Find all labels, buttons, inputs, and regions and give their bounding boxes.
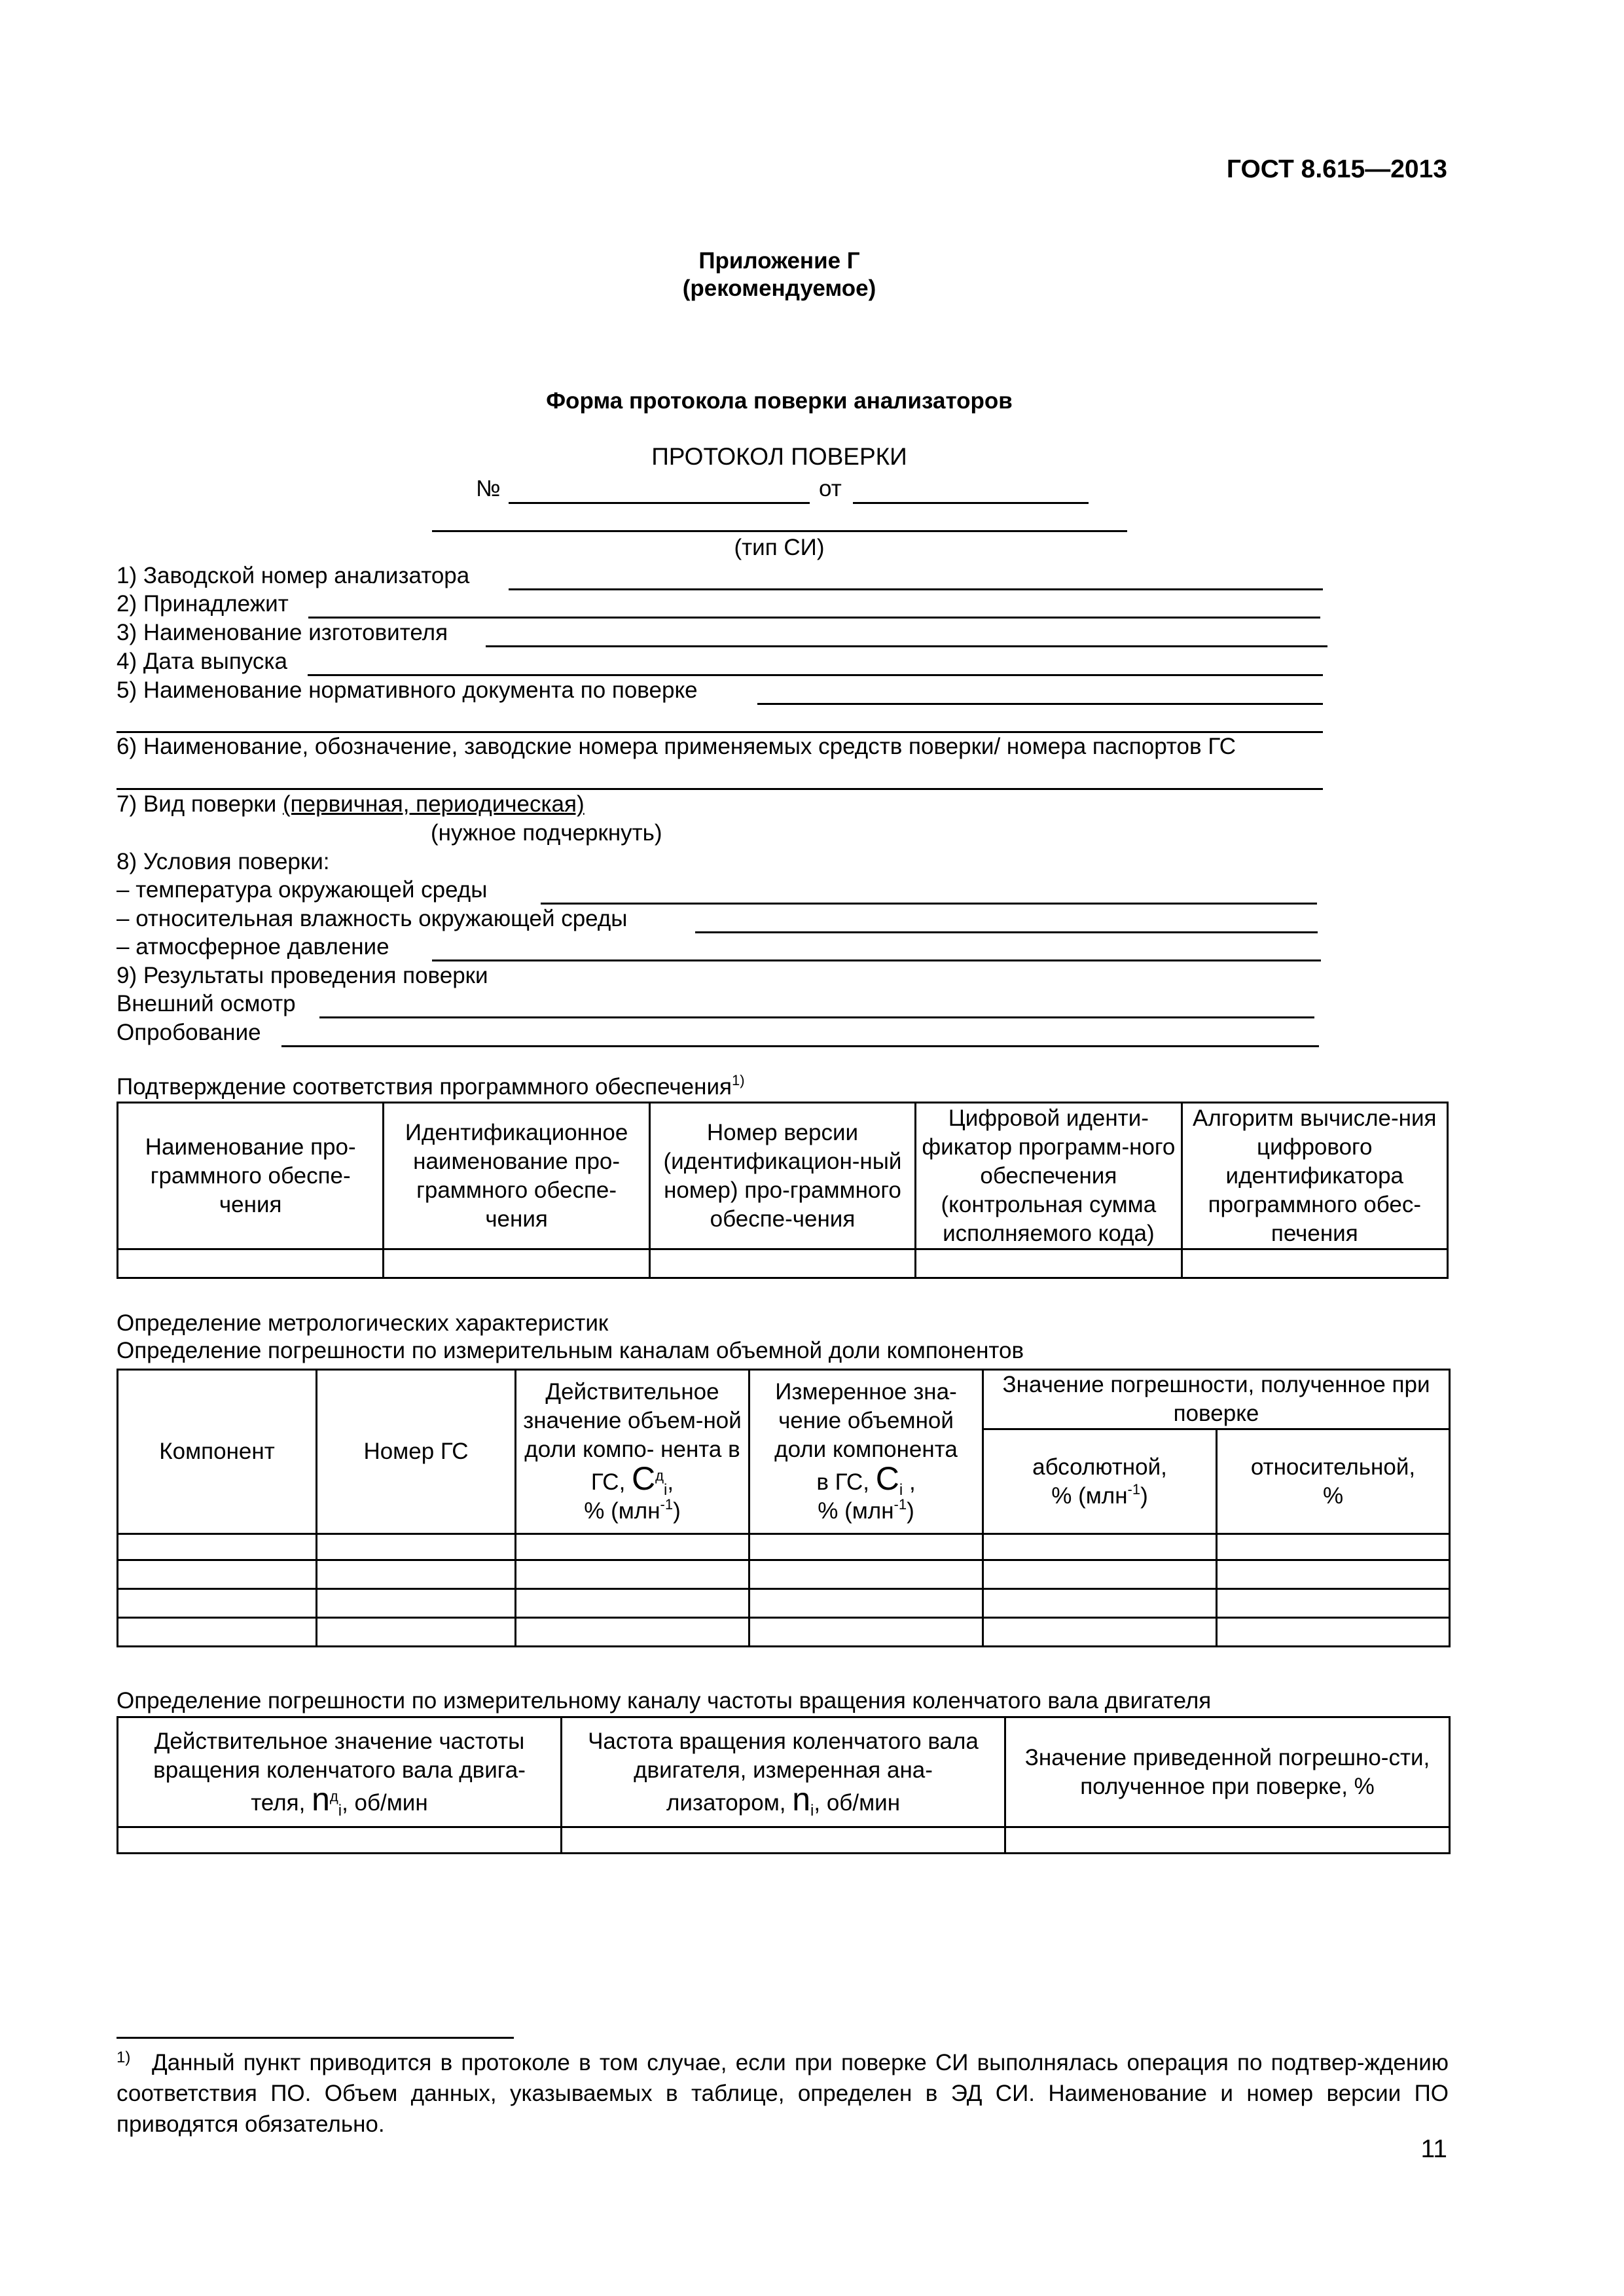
si-type-line <box>432 530 1127 532</box>
metro-rel-label: относительной, <box>1250 1454 1416 1480</box>
metro-measured-symbol: C <box>875 1460 899 1497</box>
table-cell[interactable] <box>749 1589 983 1618</box>
field-conditions-label: 8) Условия поверки: <box>117 849 330 874</box>
software-table <box>117 1102 1449 1279</box>
shaft-actual-sub: i <box>338 1801 342 1820</box>
table-cell[interactable] <box>1005 1827 1450 1854</box>
table-cell[interactable] <box>118 1249 384 1278</box>
software-table-caption-text: Подтверждение соответствия программного обеспечения <box>117 1074 732 1100</box>
protocol-from-word: от <box>819 476 842 501</box>
table-cell[interactable] <box>1217 1589 1450 1618</box>
table-cell[interactable] <box>983 1560 1217 1589</box>
field-manufacturer-label: 3) Наименование изготовителя <box>117 620 448 645</box>
field-release-date-line[interactable] <box>308 674 1323 676</box>
table-row <box>118 1249 1448 1278</box>
metro-header-actual: Действительное значение объем-ной доли компо- нента в ГС, $C^д_i$, % (млн$^{-1}$) <box>516 1370 749 1534</box>
table-cell[interactable] <box>384 1249 649 1278</box>
footnote-text: Данный пункт приводится в протоколе в том случае, если при поверке СИ выполнялась операция по подтвер-ждению соответствия ПО. Объем данных, указываемых в таблице, определен в ЭД СИ. Наименование и номер версии ПО приводятся обязательно. <box>117 2050 1449 2137</box>
table-row <box>118 1618 1450 1647</box>
table-cell[interactable] <box>1217 1560 1450 1589</box>
software-table-caption <box>117 1073 745 1101</box>
table-cell[interactable] <box>118 1589 317 1618</box>
table-cell[interactable] <box>118 1560 317 1589</box>
appendix-kind: (рекомендуемое) <box>682 276 876 301</box>
protocol-number-sign: № <box>476 476 501 501</box>
metro-header-measured-text: Измеренное зна-чение объемной доли компонента <box>774 1379 958 1462</box>
field-temperature-label: – температура окружающей среды <box>117 877 488 903</box>
metro-measured-exp: -1 <box>893 1496 907 1513</box>
metro-header-actual-text-b: нента в ГС, <box>590 1437 740 1495</box>
metro-header-actual-text: Действительное значение объем-ной доли компо- <box>523 1379 742 1462</box>
field-owner-label: 2) Принадлежит <box>117 591 289 617</box>
table-cell[interactable] <box>317 1618 516 1647</box>
table-cell[interactable] <box>118 1618 317 1647</box>
field-serial-number-line[interactable] <box>509 588 1323 590</box>
footnote-separator <box>117 2037 514 2039</box>
field-release-date-label: 4) Дата выпуска <box>117 649 287 674</box>
metro-header-measured: Измеренное зна-чение объемной доли компонента в ГС, $C_i$ , % (млн$^{-1}$) <box>749 1370 983 1534</box>
software-header-version: Номер версии (идентификацион-ный номер) про-граммного обеспе-чения <box>649 1103 915 1249</box>
shaft-header-actual <box>118 1717 562 1827</box>
table-cell[interactable] <box>317 1560 516 1589</box>
field-testing-label: Опробование <box>117 1020 261 1045</box>
field-verification-type <box>117 791 585 818</box>
table-cell[interactable] <box>516 1589 749 1618</box>
table-cell[interactable] <box>317 1589 516 1618</box>
metro-header-error-group: Значение погрешности, полученное при поверке <box>983 1370 1450 1429</box>
field-visual-inspection-label: Внешний осмотр <box>117 991 296 1016</box>
metro-actual-sup: д <box>655 1467 664 1484</box>
metro-header-relative <box>1217 1429 1450 1534</box>
shaft-measured-symbol: n <box>792 1780 811 1818</box>
footnote-mark: 1) <box>117 2049 131 2066</box>
protocol-title: ПРОТОКОЛ ПОВЕРКИ <box>651 443 907 470</box>
field-verification-type-options[interactable]: (первичная, периодическая) <box>283 791 585 817</box>
shaft-measured-sub: i <box>810 1801 814 1820</box>
metro-actual-symbol: C <box>632 1460 656 1497</box>
table-cell[interactable] <box>983 1534 1217 1560</box>
form-title: Форма протокола поверки анализаторов <box>546 388 1013 414</box>
field-verification-means-label: 6) Наименование, обозначение, заводские номера применяемых средств поверки/ номера паспортов ГС <box>117 734 1236 759</box>
metro-abs-exp: -1 <box>1127 1480 1141 1498</box>
footnote-ref-1: 1) <box>731 1072 745 1088</box>
shaft-header-error: Значение приведенной погрешно-сти, полученное при поверке, % <box>1005 1717 1450 1827</box>
shaft-header-measured <box>562 1717 1005 1827</box>
field-pressure-line[interactable] <box>432 960 1321 961</box>
field-verification-type-hint: (нужное подчеркнуть) <box>431 820 662 846</box>
shaft-caption: Определение погрешности по измерительному каналу частоты вращения коленчатого вала двигателя <box>117 1688 1212 1713</box>
field-humidity-line[interactable] <box>695 931 1318 933</box>
metro-actual-exp: -1 <box>660 1496 674 1513</box>
metro-actual-unit: % (млн <box>584 1498 660 1524</box>
field-normative-doc-line[interactable] <box>757 703 1323 705</box>
field-verification-means-line[interactable] <box>117 788 1323 790</box>
shaft-header-actual-text-b: теля, <box>251 1789 306 1816</box>
metro-header-gs-number: Номер ГС <box>317 1370 516 1534</box>
field-pressure-label: – атмосферное давление <box>117 934 389 960</box>
shaft-table <box>117 1716 1451 1854</box>
table-row <box>118 1560 1450 1589</box>
field-manufacturer-line[interactable] <box>486 645 1327 647</box>
field-visual-inspection-line[interactable] <box>319 1016 1314 1018</box>
field-normative-doc-label: 5) Наименование нормативного документа по поверке <box>117 677 698 703</box>
table-cell[interactable] <box>749 1560 983 1589</box>
shaft-header-actual-text: Действительное значение частоты вращения коленчатого вала двига- <box>153 1728 526 1783</box>
field-owner-line[interactable] <box>308 617 1320 619</box>
si-type-caption: (тип СИ) <box>734 535 825 560</box>
shaft-measured-unit: , об/мин <box>814 1789 901 1816</box>
table-row <box>118 1534 1450 1560</box>
table-cell[interactable] <box>983 1618 1217 1647</box>
metro-measured-unit: % (млн <box>818 1498 894 1524</box>
appendix-title: Приложение Г <box>698 248 860 274</box>
software-header-name: Наименование про-граммного обеспе-чения <box>118 1103 384 1249</box>
table-cell[interactable] <box>649 1249 915 1278</box>
software-header-digital-id: Цифровой иденти-фикатор программ-ного обеспечения (контрольная сумма исполняемого кода) <box>916 1103 1182 1249</box>
table-cell[interactable] <box>1217 1534 1450 1560</box>
shaft-actual-symbol: n <box>312 1780 330 1818</box>
table-cell[interactable] <box>516 1618 749 1647</box>
field-serial-number-label: 1) Заводской номер анализатора <box>117 563 470 588</box>
protocol-date-line <box>853 502 1089 504</box>
table-row <box>118 1589 1450 1618</box>
table-cell[interactable] <box>317 1534 516 1560</box>
metro-table <box>117 1369 1451 1647</box>
table-cell[interactable] <box>516 1534 749 1560</box>
table-row <box>118 1827 1450 1854</box>
field-testing-line[interactable] <box>281 1045 1319 1047</box>
metro-abs-unit: % (млн <box>1051 1482 1128 1509</box>
software-header-algorithm: Алгоритм вычисле-ния цифрового идентификатора программного обес-печения <box>1182 1103 1447 1249</box>
metro-rel-unit: % <box>1322 1482 1344 1509</box>
field-humidity-label: – относительная влажность окружающей среды <box>117 906 628 931</box>
shaft-actual-unit: , об/мин <box>342 1789 428 1816</box>
metro-header-absolute: абсолютной, % (млн$^{-1}$) <box>983 1429 1217 1534</box>
shaft-header-measured-text-b: лизатором, <box>666 1789 786 1816</box>
field-results-label: 9) Результаты проведения поверки <box>117 963 488 988</box>
table-cell[interactable] <box>516 1560 749 1589</box>
table-cell[interactable] <box>916 1249 1182 1278</box>
table-cell[interactable] <box>118 1827 562 1854</box>
metro-measured-sub: i <box>899 1481 903 1499</box>
table-cell[interactable] <box>1182 1249 1447 1278</box>
metro-abs-label: абсолютной, <box>1032 1454 1167 1480</box>
page-number: 11 <box>1420 2135 1447 2163</box>
metro-header-measured-text-b: в ГС, <box>816 1469 870 1495</box>
metro-header-component: Компонент <box>118 1370 317 1534</box>
field-verification-type-label: 7) Вид поверки <box>117 791 283 817</box>
shaft-actual-sup: д <box>329 1787 338 1804</box>
metro-caption-2: Определение погрешности по измерительным каналам объемной доли компонентов <box>117 1338 1024 1363</box>
metro-caption-1: Определение метрологических характеристик <box>117 1310 609 1336</box>
software-header-id-name: Идентификационное наименование про-граммного обеспе-чения <box>384 1103 649 1249</box>
table-cell[interactable] <box>562 1827 1005 1854</box>
table-cell[interactable] <box>118 1534 317 1560</box>
table-cell[interactable] <box>749 1534 983 1560</box>
table-cell[interactable] <box>749 1618 983 1647</box>
shaft-header-measured-text: Частота вращения коленчатого вала двигателя, измеренная ана- <box>588 1728 979 1783</box>
standard-designation: ГОСТ 8.615—2013 <box>1226 155 1447 183</box>
table-cell[interactable] <box>983 1589 1217 1618</box>
metro-actual-sub: i <box>664 1481 668 1499</box>
table-cell[interactable] <box>1217 1618 1450 1647</box>
field-temperature-line[interactable] <box>541 903 1317 905</box>
protocol-number-line <box>509 502 810 504</box>
